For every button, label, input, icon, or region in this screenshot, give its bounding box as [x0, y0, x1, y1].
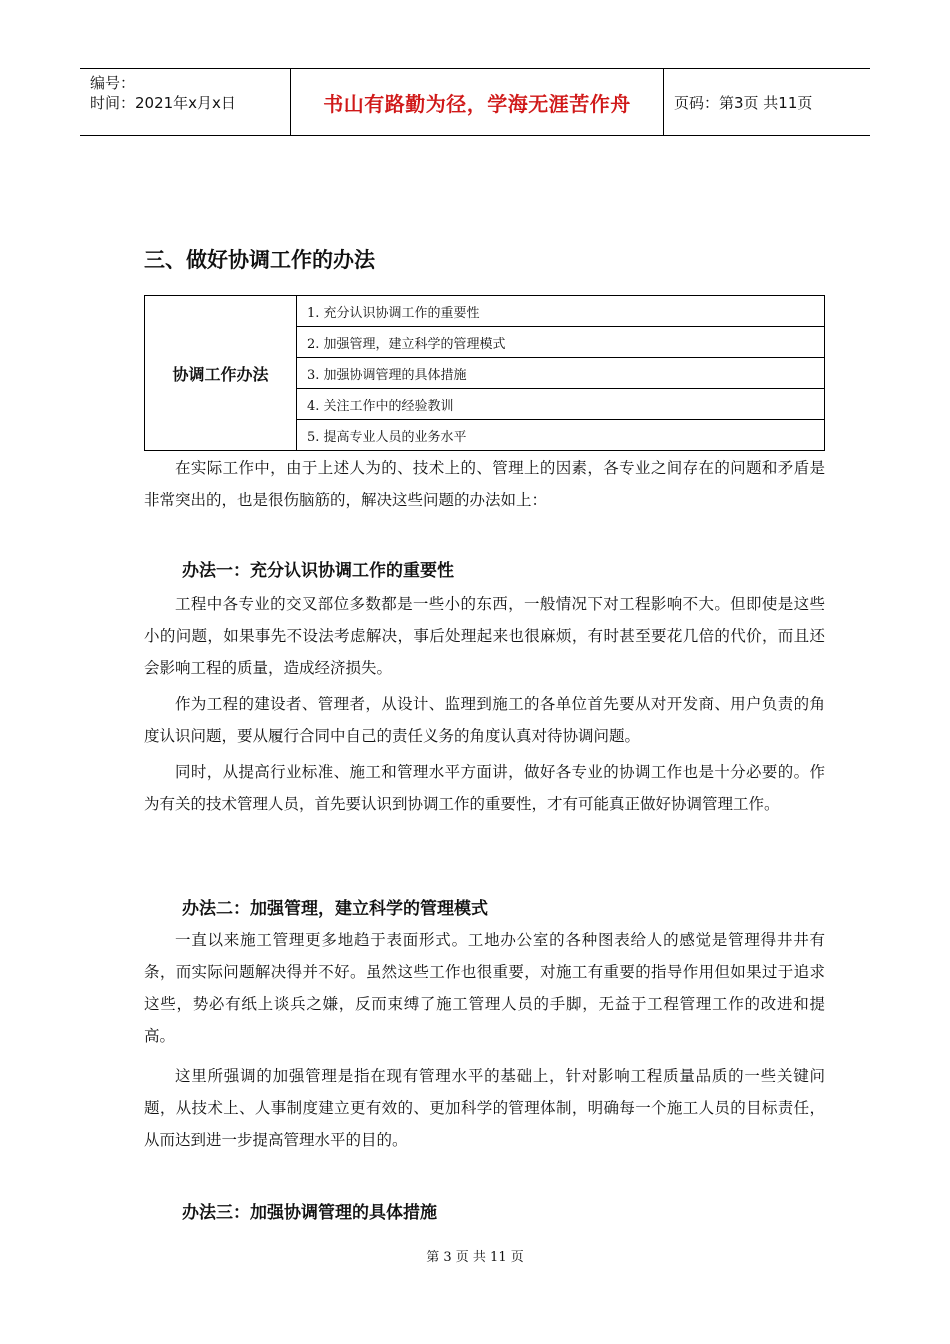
table-item: 5. 提高专业人员的业务水平: [297, 420, 825, 451]
table-item: 4. 关注工作中的经验教训: [297, 389, 825, 420]
method1-paragraph: 作为工程的建设者、管理者，从设计、监理到施工的各单位首先要从对开发商、用户负责的角度认识问题，要从履行合同中自己的责任义务的角度认真对待协调问题。: [144, 695, 825, 745]
table-item: 1. 充分认识协调工作的重要性: [297, 296, 825, 327]
page-header: [80, 68, 870, 136]
table-item: 2. 加强管理，建立科学的管理模式: [297, 327, 825, 358]
method2-heading: 办法二：加强管理，建立科学的管理模式: [182, 899, 488, 919]
page-footer: 第 3 页 共 11 页: [426, 1250, 524, 1265]
method-summary-table: [144, 295, 825, 451]
header-meta: [80, 69, 291, 136]
method3-heading: 办法三：加强协调管理的具体措施: [182, 1203, 437, 1223]
method2-paragraph: 一直以来施工管理更多地趋于表面形式。工地办公室的各种图表给人的感觉是管理得井井有条，而实际问题解决得并不好。虽然这些工作也很重要，对施工有重要的指导作用但如果过于追求这些，势必有纸上谈兵之嫌，反而束缚了施工管理人员的手脚，无益于工程管理工作的改进和提高。: [144, 931, 825, 1045]
table-row: [145, 296, 825, 327]
header-page-info: 页码：第3页 共11页: [674, 93, 813, 112]
document-number-label: 编号：: [90, 74, 136, 92]
intro-paragraph: 在实际工作中，由于上述人为的、技术上的、管理上的因素，各专业之间存在的问题和矛盾是非常突出的，也是很伤脑筋的，解决这些问题的办法如上：: [144, 459, 825, 509]
method1-paragraph: 同时，从提高行业标准、施工和管理水平方面讲，做好各专业的协调工作也是十分必要的。作为有关的技术管理人员，首先要认识到协调工作的重要性，才有可能真正做好协调管理工作。: [144, 763, 825, 813]
header-motto: 书山有路勤为径，学海无涯苦作舟: [291, 69, 664, 136]
method1-heading: 办法一：充分认识协调工作的重要性: [182, 561, 454, 581]
method1-paragraph: 工程中各专业的交叉部位多数都是一些小的东西，一般情况下对工程影响不大。但即使是这些小的问题，如果事先不设法考虑解决，事后处理起来也很麻烦，有时甚至要花几倍的代价，而且还会影响工程的质量，造成经济损失。: [144, 595, 825, 677]
table-item: 3. 加强协调管理的具体措施: [297, 358, 825, 389]
section-title: 三、做好协调工作的办法: [144, 248, 375, 272]
table-label: 协调工作办法: [145, 296, 297, 451]
document-date: 时间：2021年x月x日: [90, 94, 236, 112]
method2-paragraph: 这里所强调的加强管理是指在现有管理水平的基础上，针对影响工程质量品质的一些关键问题，从技术上、人事制度建立更有效的、更加科学的管理体制，明确每一个施工人员的目标责任，从而达到进一步提高管理水平的目的。: [144, 1067, 825, 1149]
